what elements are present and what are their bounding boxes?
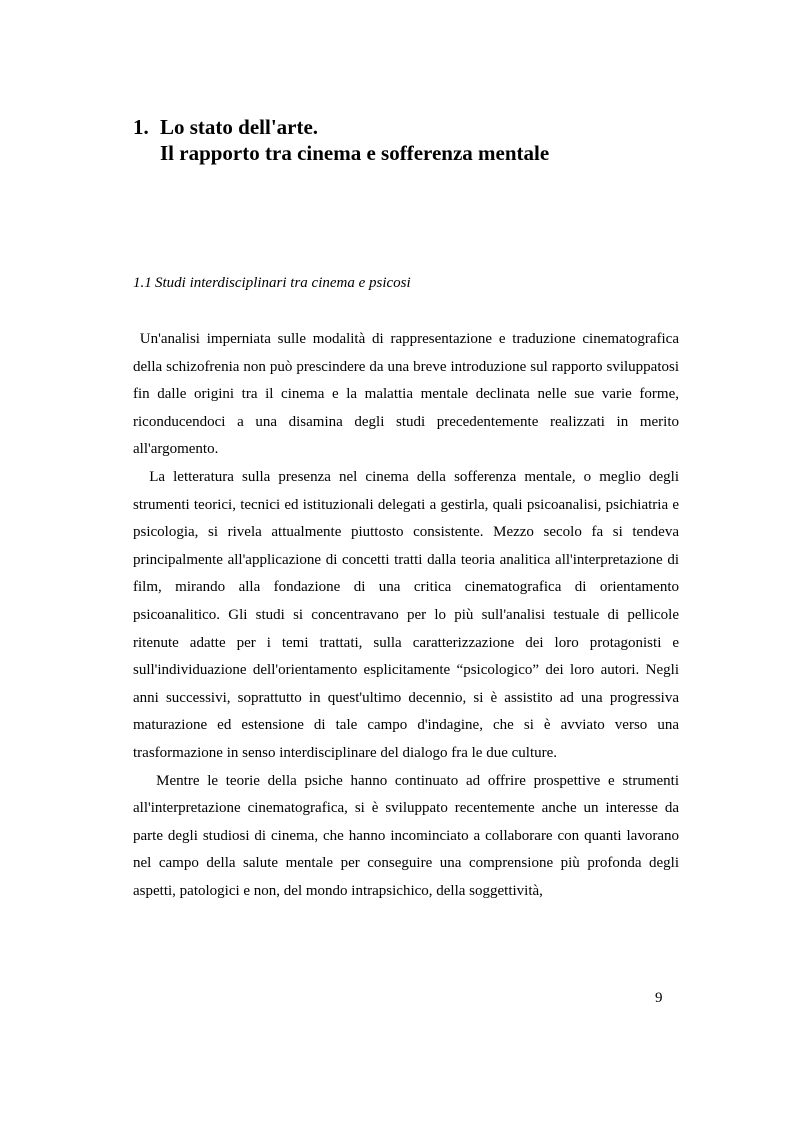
paragraph-2: La letteratura sulla presenza nel cinema della sofferenza mentale, o meglio degli strumenti teorici, tecnici ed istituzionali delegati a gestirla, quali psicoanalisi, psichiatria e psicologia, si rivela attualmente piuttosto consistente. Mezzo secolo fa si tendeva principalmente all'applicazione di concetti tratti dalla teoria analitica all'interpretazione di film, mirando alla fondazione di una critica cinematografica di orientamento psicoanalitico. Gli studi si concentravano per lo più sull'analisi testuale di pellicole ritenute adatte per i temi trattati, sulla caratterizzazione dei loro protagonisti e sull'individuazione dell'orientamento esplicitamente “psicologico” dei loro autori. Negli anni successivi, soprattutto in quest'ultimo decennio, si è assistito ad una progressiva maturazione ed estensione di tale campo d'indagine, che si è avviato verso una trasformazione in senso interdisciplinare del dialogo fra le due culture. (133, 468, 683, 761)
chapter-number: 1. (133, 115, 149, 139)
chapter-title-line1: Lo stato dell'arte. (160, 115, 319, 139)
section-title: Studi interdisciplinari tra cinema e psicosi (155, 275, 411, 291)
page-number: 9 (655, 990, 663, 1006)
paragraph-1: Un'analisi imperniata sulle modalità di rappresentazione e traduzione cinematografica della schizofrenia non può prescindere da una breve introduzione sul rapporto sviluppatosi fin dalle origini tra il cinema e la malattia mentale declinata nelle sue varie forme, riconducendoci a una disamina degli studi precedentemente realizzati in merito all'argomento. (133, 331, 683, 458)
body-text (133, 326, 683, 905)
paragraph-3: Mentre le teorie della psiche hanno continuato ad offrire prospettive e strumenti all'interpretazione cinematografica, si è sviluppato recentemente anche un interesse da parte degli studiosi di cinema, che hanno incominciato a collaborare con quanti lavorano nel campo della salute mentale per conseguire una comprensione più profonda degli aspetti, patologici e non, del mondo intrapsichico, della soggettività, (133, 772, 683, 899)
section-number: 1.1 (133, 275, 152, 291)
section-heading (133, 275, 411, 292)
chapter-heading (133, 114, 549, 166)
chapter-title-line2: Il rapporto tra cinema e sofferenza mentale (160, 141, 550, 165)
